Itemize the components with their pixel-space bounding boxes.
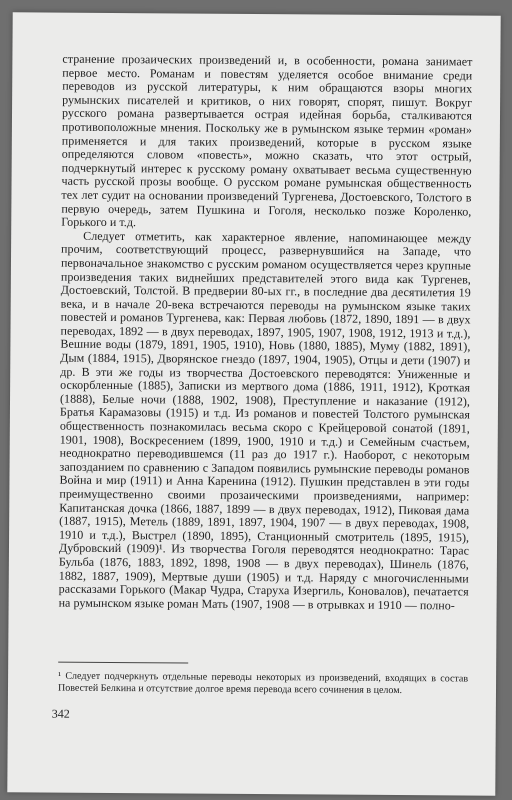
paragraph-2: Следует отметить, как характерное явление, напоминающее между прочим, соответствующий процесс, развернувшийся на Западе, что первоначальное знакомство с русским романом осуществляется через крупные произведения таких виднейших представителей этого вида как Тургенев, Достоевский, Толстой. В предверии 80-ых гг., в последние два десятилетия 19 века, и в начале 20-века встречаются переводы на румынском языке таких повестей и романов Тургенева, как: Первая любовь (1872, 1890, 1891 — в двух переводах, 1892 — в двух переводах, 1897, 1905, 1907, 1908, 1912, 1913 и т.д.), Вешние воды (1879, 1891, 1905, 1910), Новь (1880, 1885), Муму (1882, 1891), Дым (1884, 1915), Дворянское гнездо (1897, 1904, 1905), Отцы и дети (1907) и др. В эти же годы из творчества Достоевского переводятся: Униженные и оскорбленные (1885), Записки из мертвого дома (1886, 1911, 1912), Кроткая (1888), Белые ночи (1888, 1902, 1908), Преступление и наказание (1912), Братья Карамазовы (1915) и т.д. Из романов и повестей Толстого румынская общественность познакомилась весьма скоро с Крейцеровой сонатой (1891, 1901, 1908), Воскресением (1899, 1900, 1910 и т.д.) и Семейным счастьем, неоднократно переводившемся (11 раз до 1917 г.). Наоборот, с некоторым запозданием по сравнению с Западом появились румынские переводы романов Война и мир (1911) и Анна Каренина (1912). Пушкин представлен в эти годы преимущественно своими прозаическими произведениями, например: Капитанская дочка (1866, 1887, 1899 — в двух переводах, 1912), Пиковая дама (1887, 1915), Метель (1889, 1891, 1897, 1904, 1907 — в двух переводах, 1908, 1910 и т.д.), Выстрел (1890, 1895), Станционный смотритель (1895, 1915), Дубровский (1909)¹. Из творчества Гоголя переводятся неоднократно: Тарас Бульба (1876, 1883, 1892, 1898, 1908 — в двух переводах), Шинель (1876, 1882, 1887, 1909), Мертвые души (1905) и т.д. Наряду с многочисленными рассказами Горького (Макар Чудра, Старуха Изергиль, Коновалов), печатается на румынском языке роман Мать (1907, 1908 — в отрывках и 1910 — полно- [58, 228, 472, 613]
body-text [59, 53, 473, 613]
footnote: ¹ Следует подчеркнуть отдельные переводы некоторых из произведений, входящих в состав Повестей Белкина и отсутствие долгое время перевода всего сочинения в целом. [57, 670, 469, 696]
book-page [7, 12, 500, 795]
paragraph-1: странение прозаических произведений и, в особенности, романа занимает первое место. Романам и повестям уделяется особое внимание среди переводов из русской литературы, к ним обращаются взоры многих румынских писателей и критиков, о них говорят, спорят, пишут. Вокруг русского романа развертывается острая идейная борьба, сталкиваются противоположные мнения. Поскольку же в румынском языке термин «роман» применяется и для таких произведений, которые в русском языке определяются словом «повесть», можно сказать, что этот острый, подчеркнутый интерес к русскому роману охватывает весьма существенную часть русской прозы вообще. О русском романе румынская общественность тех лет судит на основании произведений Тургенева, Достоевского, Толстого в первую очередь, затем Пушкина и Гоголя, несколько позже Короленко, Горького и т.д. [61, 51, 473, 230]
footnote-divider [58, 662, 188, 664]
page-number: 342 [51, 706, 70, 721]
